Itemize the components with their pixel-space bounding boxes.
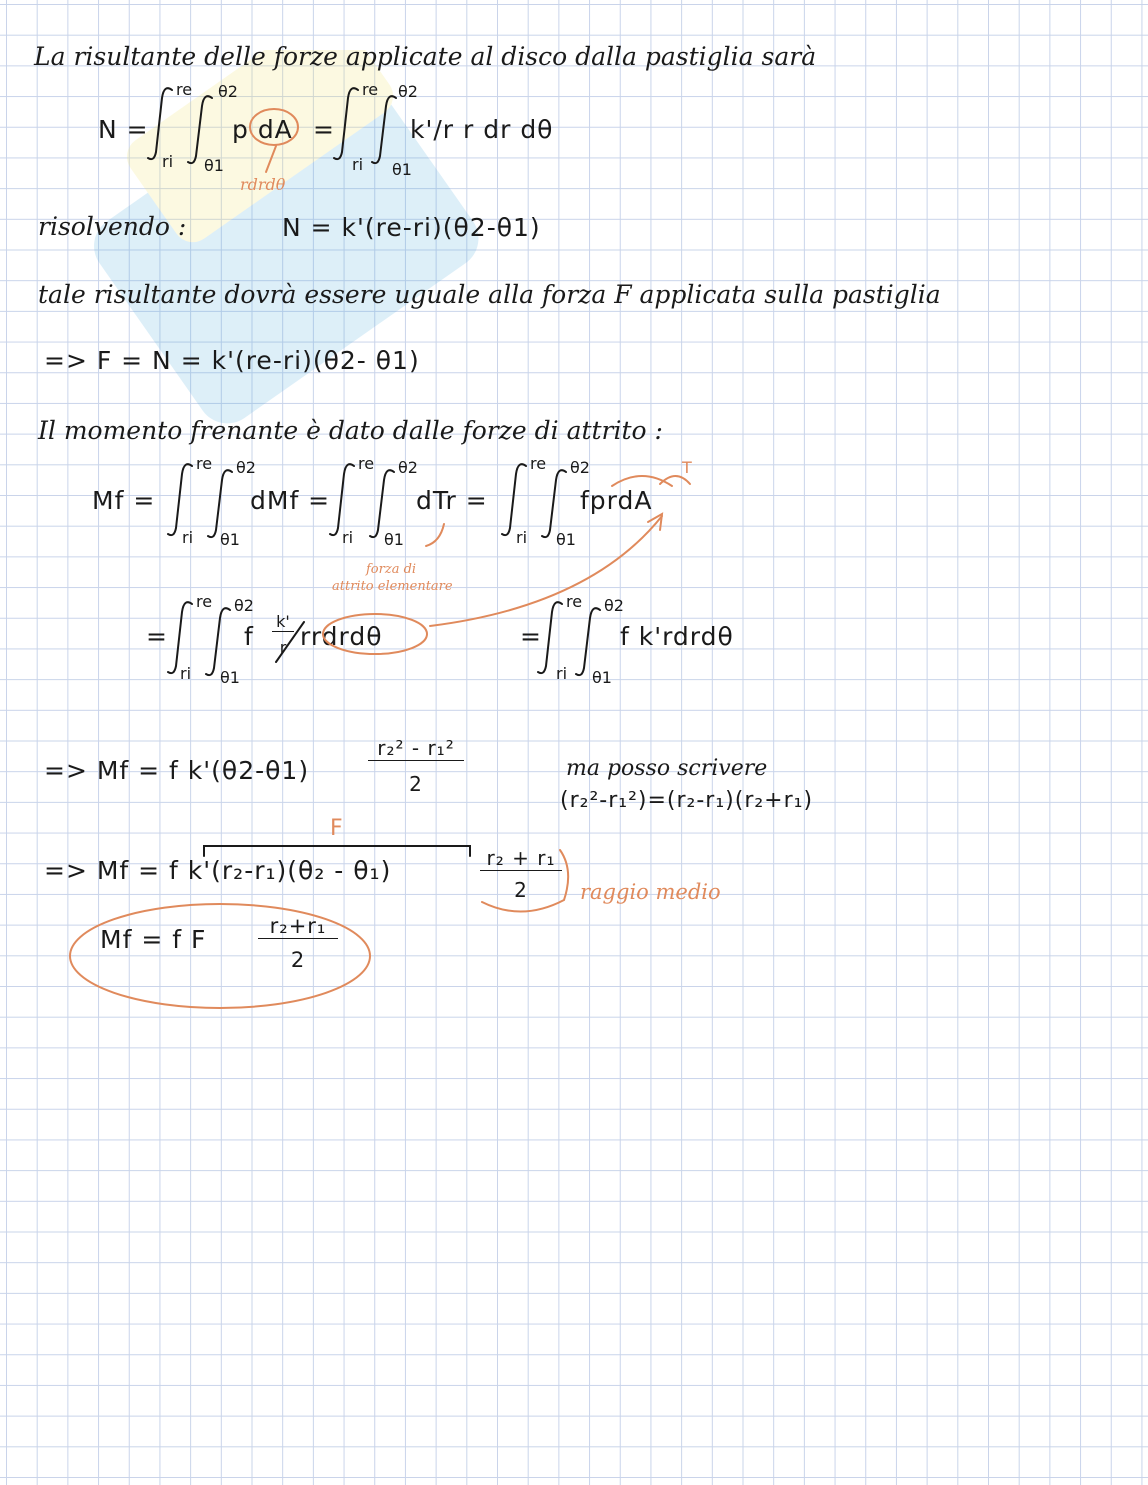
eq-mf2-lhs: => Mf = f k'(θ2-θ1) — [44, 756, 310, 785]
limit-bottom: ri — [180, 664, 192, 683]
eq-mf2-num: r₂² - r₁² — [368, 736, 464, 761]
limit-top: re — [530, 454, 547, 473]
eq-n-int2-body: k'/r r dr dθ — [410, 115, 554, 144]
limit-bottom: θ1 — [592, 668, 612, 687]
eq-mf-body-3: fprdA — [580, 486, 653, 515]
eq-n-result: N = k'(re-ri)(θ2-θ1) — [282, 213, 541, 242]
integral-sign — [168, 464, 192, 535]
text-line-1: La risultante delle forze applicate al disco dalla pastiglia sarà — [34, 42, 817, 71]
integral-sign — [502, 464, 526, 535]
eq-mf3-den: 2 — [514, 878, 528, 902]
arrow-head — [648, 514, 662, 530]
arc-t — [660, 476, 690, 484]
text-risolvendo: risolvendo : — [38, 212, 187, 241]
eq-mf-body-1: dMf = — [250, 486, 331, 515]
limit-bottom: θ1 — [220, 530, 240, 549]
eq2-body-1-tail: rrdrdθ — [300, 622, 383, 651]
integral-sign — [168, 602, 192, 673]
eq-mf-note-2: attrito elementare — [332, 579, 453, 594]
limit-top: θ2 — [398, 82, 418, 101]
watermark-logo — [90, 50, 530, 450]
eq2-body-1: f — [244, 622, 254, 651]
eq-final-lhs: Mf = f F — [100, 925, 207, 954]
limit-top: θ2 — [236, 458, 256, 477]
limit-top: re — [358, 454, 375, 473]
limit-bottom: ri — [162, 152, 174, 171]
limit-top: re — [362, 80, 379, 99]
integral-sign — [206, 608, 230, 675]
integral-sign — [576, 608, 600, 675]
eq-n-int1-body: p dA — [232, 115, 293, 144]
eq2-frac-num: k' — [272, 612, 294, 632]
integral-sign — [330, 464, 354, 535]
limit-top: θ2 — [398, 458, 418, 477]
eq-equals: = — [146, 622, 168, 651]
limit-bottom: θ1 — [220, 668, 240, 687]
limit-bottom: ri — [352, 155, 364, 174]
text-line-5: Il momento frenante è dato dalle forze di attrito : — [38, 416, 663, 445]
limit-top: re — [566, 592, 583, 611]
limit-bottom: ri — [342, 528, 354, 547]
text-side-note-1: ma posso scrivere — [566, 756, 768, 781]
eq-mf3-num: r₂ + r₁ — [480, 846, 562, 871]
integral-sign — [370, 470, 394, 537]
limit-bottom: θ1 — [204, 156, 224, 175]
eq-equals: = — [520, 622, 542, 651]
eq-n-lhs: N = — [98, 115, 149, 144]
limit-top: θ2 — [234, 596, 254, 615]
eq-mf3-note: raggio medio — [580, 880, 721, 904]
text-side-note-2: (r₂²-r₁²)=(r₂-r₁)(r₂+r₁) — [560, 788, 814, 813]
limit-top: re — [196, 454, 213, 473]
text-line-3: tale risultante dovrà essere uguale alla forza F applicata sulla pastiglia — [38, 280, 941, 309]
limit-top: θ2 — [218, 82, 238, 101]
eq-f-bracket-label: F — [330, 816, 344, 841]
limit-bottom: θ1 — [392, 160, 412, 179]
limit-top: θ2 — [604, 596, 624, 615]
eq-n-equals: = — [313, 115, 335, 144]
eq-mf-t-label: T — [682, 458, 692, 477]
limit-top: re — [196, 592, 213, 611]
eq2-frac-den: r — [279, 638, 287, 657]
eq-mf-body-2: dTr = — [416, 486, 488, 515]
integral-sign — [542, 470, 566, 537]
eq-mf2-den: 2 — [409, 772, 423, 796]
bracket-f — [204, 846, 470, 856]
eq-n-note: rdrdθ — [240, 175, 286, 194]
eq-final-den: 2 — [290, 948, 306, 972]
eq-final-num: r₂+r₁ — [258, 914, 338, 939]
limit-bottom: ri — [556, 664, 568, 683]
eq-mf3-lhs: => Mf = f k'(r₂-r₁)(θ₂ - θ₁) — [44, 856, 392, 885]
limit-bottom: ri — [516, 528, 528, 547]
limit-bottom: θ1 — [384, 530, 404, 549]
limit-top: re — [176, 80, 193, 99]
limit-top: θ2 — [570, 458, 590, 477]
eq-f-equals-n: => F = N = k'(re-ri)(θ2- θ1) — [44, 346, 420, 375]
eq-mf-lhs: Mf = — [92, 486, 156, 515]
limit-bottom: ri — [182, 528, 194, 547]
arrow-to-da — [430, 516, 662, 626]
limit-bottom: θ1 — [556, 530, 576, 549]
eq-mf-note-1: forza di — [366, 562, 417, 577]
arc-t — [612, 476, 672, 486]
eq2-body-2: f k'rdrdθ — [620, 622, 734, 651]
pointer-dtr — [426, 524, 444, 546]
integral-sign — [208, 470, 232, 537]
